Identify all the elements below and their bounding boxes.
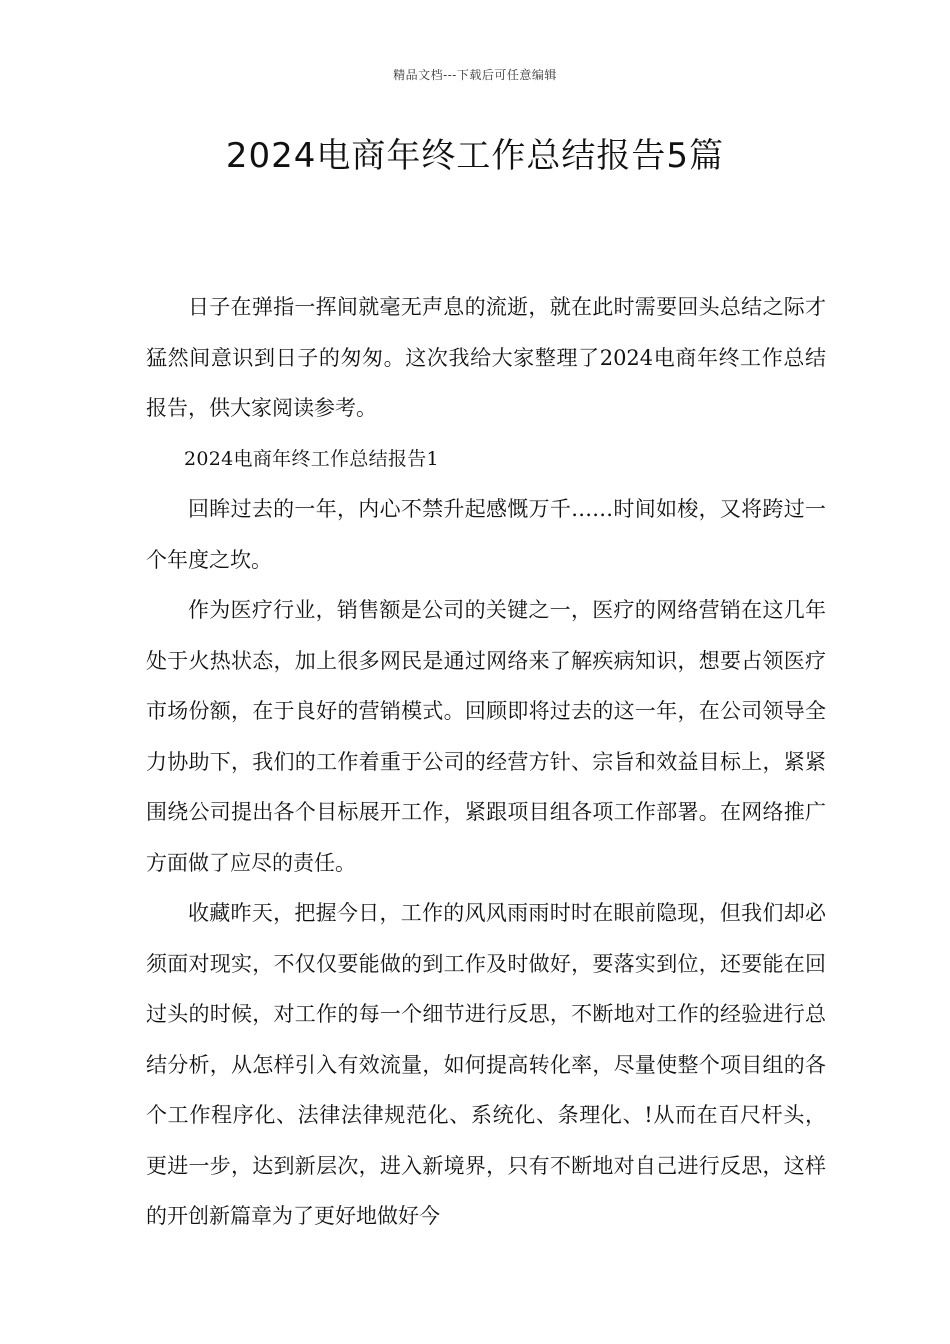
body-paragraph: 收藏昨天，把握今日，工作的风风雨雨时时在眼前隐现，但我们却必须面对现实，不仅仅要能做的到工作及时做好，要落实到位，还要能在回过头的时候，对工作的每一个细节进行反思，不断地对工作的经验进行总结分析，从怎样引入有效流量，如何提高转化率，尽量使整个项目组的各个工作程序化、法律法律规范化、系统化、条理化、!从而在百尺杆头，更进一步，达到新层次，进入新境界，只有不断地对自己进行反思，这样的开创新篇章为了更好地做好今 xyxy=(146,901,826,1228)
section-heading: 2024电商年终工作总结报告1 xyxy=(184,447,439,470)
intro-paragraph: 日子在弹指一挥间就毫无声息的流逝，就在此时需要回头总结之际才猛然间意识到日子的匆匆。这次我给大家整理了2024电商年终工作总结报告，供大家阅读参考。 xyxy=(146,295,826,420)
body-paragraph: 回眸过去的一年，内心不禁升起感慨万千……时间如梭，又将跨过一个年度之坎。 xyxy=(146,497,826,572)
header-note: 精品文档---下载后可任意编辑 xyxy=(393,68,557,82)
document-body xyxy=(146,282,826,1242)
body-paragraph: 作为医疗行业，销售额是公司的关键之一，医疗的网络营销在这几年处于火热状态，加上很多网民是通过网络来了解疾病知识，想要占领医疗市场份额，在于良好的营销模式。回顾即将过去的这一年，在公司领导全力协助下，我们的工作着重于公司的经营方针、宗旨和效益目标上，紧紧围绕公司提出各个目标展开工作，紧跟项目组各项工作部署。在网络推广方面做了应尽的责任。 xyxy=(146,598,826,875)
document-title: 2024电商年终工作总结报告5篇 xyxy=(225,136,725,176)
